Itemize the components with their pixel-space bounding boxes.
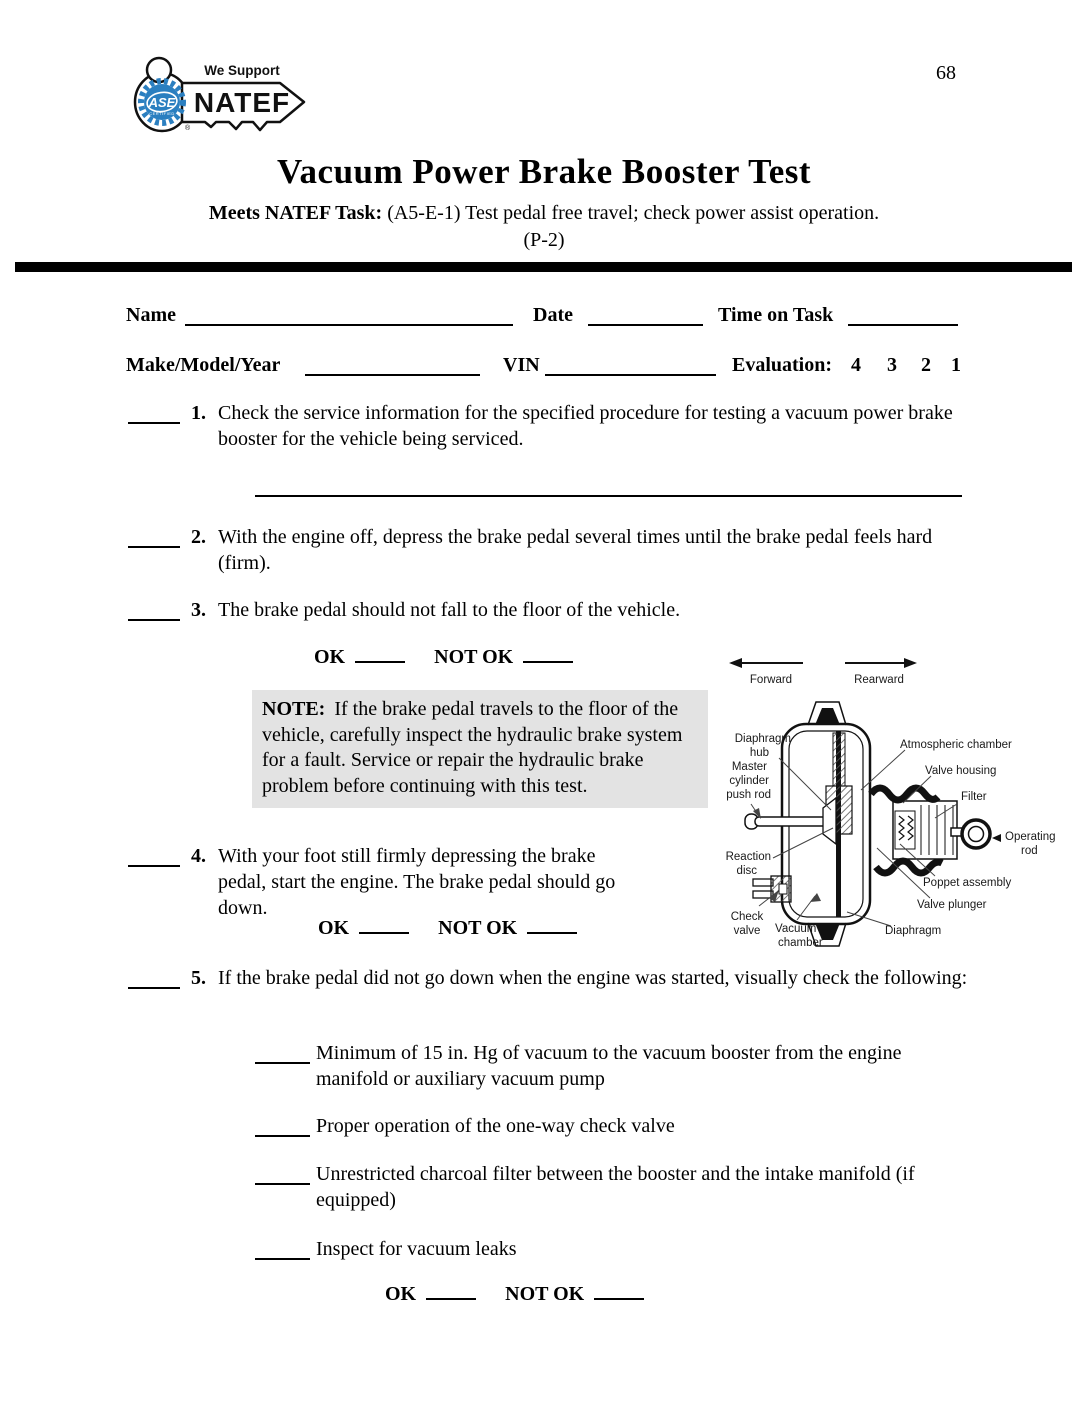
ok-label: OK bbox=[385, 1283, 417, 1305]
substep-1-text: Minimum of 15 in. Hg of vacuum to the vacuum booster from the engine manifold or auxiliary vacuum pump bbox=[316, 1042, 902, 1090]
step-4-ok-row bbox=[318, 916, 577, 940]
reaction-disc-label-line2: disc bbox=[736, 865, 757, 877]
check-valve-label-line1: Check bbox=[730, 911, 764, 923]
certified-text: CERTIFIED bbox=[149, 111, 175, 116]
priority-label: (P-2) bbox=[523, 229, 565, 251]
step-4-text: With your foot still firmly depressing the brake pedal, start the engine. The brake pedal should go down. bbox=[218, 845, 616, 919]
step-2-number: 2. bbox=[191, 526, 206, 548]
header-rule bbox=[15, 262, 1072, 272]
step-5-text: If the brake pedal did not go down when the engine was started, visually check the following: bbox=[218, 967, 968, 989]
not-ok-label: NOT OK bbox=[505, 1283, 585, 1305]
diaphragm-hub-label-line1: Diaphragm bbox=[734, 733, 791, 745]
ok-blank bbox=[355, 645, 405, 663]
step-4-blank bbox=[128, 845, 180, 867]
we-support-text: We Support bbox=[204, 63, 280, 78]
task-label: Meets NATEF Task: bbox=[208, 202, 383, 224]
task-text: (A5-E-1) Test pedal free travel; check power assist operation. bbox=[382, 202, 880, 224]
forward-label: Forward bbox=[749, 674, 793, 686]
note-label: NOTE: bbox=[262, 698, 326, 720]
natef-task-line bbox=[0, 200, 1088, 226]
brake-booster-diagram bbox=[695, 648, 1088, 960]
natef-key-logo-graphic bbox=[128, 54, 312, 140]
step-3-blank bbox=[128, 599, 180, 621]
step-3-ok-row bbox=[314, 645, 573, 669]
natef-logo bbox=[128, 54, 312, 140]
name-label: Name bbox=[126, 304, 176, 326]
vacuum-chamber-label-line1: Vacuum bbox=[775, 923, 817, 935]
poppet-assembly-label: Poppet assembly bbox=[923, 877, 1012, 889]
date-blank bbox=[588, 304, 703, 326]
evaluation-2: 2 bbox=[921, 354, 931, 376]
ase-text: ASE bbox=[148, 95, 176, 110]
step-3-text: The brake pedal should not fall to the floor of the vehicle. bbox=[218, 599, 681, 621]
substep-1-blank bbox=[255, 1042, 310, 1064]
evaluation-label: Evaluation: bbox=[732, 354, 833, 376]
operating-rod-label-line1: Operating bbox=[1005, 831, 1056, 843]
filter-label: Filter bbox=[961, 791, 987, 803]
substep-3-text: Unrestricted charcoal filter between the booster and the intake manifold (if equipped) bbox=[316, 1163, 915, 1211]
check-valve-label-line2: valve bbox=[733, 925, 761, 937]
ok-blank bbox=[359, 916, 409, 934]
not-ok-blank bbox=[594, 1282, 644, 1300]
step-1-text: Check the service information for the specified procedure for testing a vacuum power brake booster for the vehicle being serviced. bbox=[218, 402, 953, 450]
substep-2-blank bbox=[255, 1115, 310, 1137]
substep-3-blank bbox=[255, 1163, 310, 1185]
step-3-number: 3. bbox=[191, 599, 206, 621]
ok-label: OK bbox=[318, 917, 350, 939]
not-ok-blank bbox=[523, 645, 573, 663]
valve-housing-label: Valve housing bbox=[925, 765, 997, 777]
valve-plunger-label: Valve plunger bbox=[917, 899, 987, 911]
note-text: If the brake pedal travels to the floor of the vehicle, carefully inspect the hydraulic brake system for a fault. Service or repair the hydraulic brake problem before continuing with this test. bbox=[262, 698, 683, 797]
step-1-blank bbox=[128, 402, 180, 424]
operating-rod-label-line2: rod bbox=[1021, 845, 1038, 857]
page-title: Vacuum Power Brake Booster Test bbox=[276, 152, 812, 191]
vin-label: VIN bbox=[503, 354, 540, 376]
diaphragm-label: Diaphragm bbox=[885, 925, 942, 937]
ok-blank bbox=[426, 1282, 476, 1300]
substep-4-text: Inspect for vacuum leaks bbox=[316, 1238, 517, 1260]
time-on-task-label: Time on Task bbox=[718, 304, 834, 326]
vin-blank bbox=[545, 354, 716, 376]
step-5-ok-row bbox=[385, 1282, 644, 1306]
step-1-number: 1. bbox=[191, 402, 206, 424]
evaluation-3: 3 bbox=[887, 354, 897, 376]
mc-push-rod-label-line2: cylinder bbox=[729, 775, 769, 787]
time-on-task-blank bbox=[848, 304, 958, 326]
rearward-label: Rearward bbox=[854, 674, 904, 686]
name-blank bbox=[185, 304, 513, 326]
brake-booster-diagram-graphic bbox=[695, 648, 1088, 960]
note-box bbox=[252, 690, 708, 808]
make-model-year-blank bbox=[305, 354, 480, 376]
forward-arrow-icon bbox=[729, 658, 803, 668]
make-model-year-label: Make/Model/Year bbox=[126, 354, 281, 376]
step-2-blank bbox=[128, 526, 180, 548]
evaluation-1: 1 bbox=[951, 354, 961, 376]
atmospheric-chamber-label: Atmospheric chamber bbox=[900, 739, 1012, 751]
substep-2-text: Proper operation of the one-way check valve bbox=[316, 1115, 675, 1137]
step-4-number: 4. bbox=[191, 845, 206, 867]
not-ok-blank bbox=[527, 916, 577, 934]
date-label: Date bbox=[533, 304, 573, 326]
diaphragm-hub-label-line2: hub bbox=[749, 747, 769, 759]
not-ok-label: NOT OK bbox=[438, 917, 518, 939]
not-ok-label: NOT OK bbox=[434, 646, 514, 668]
step-1-answer-line bbox=[255, 495, 962, 497]
registered-mark: ® bbox=[185, 125, 191, 132]
step-5-blank bbox=[128, 967, 180, 989]
page-number: 68 bbox=[936, 62, 956, 84]
substep-4-blank bbox=[255, 1238, 310, 1260]
vacuum-chamber-label-line2: chamber bbox=[778, 937, 823, 949]
natef-text: NATEF bbox=[193, 87, 291, 118]
ok-label: OK bbox=[314, 646, 346, 668]
step-2-text: With the engine off, depress the brake pedal several times until the brake pedal feels hard (firm). bbox=[218, 526, 933, 574]
mc-push-rod-label-line3: push rod bbox=[726, 789, 771, 801]
rearward-arrow-icon bbox=[845, 658, 917, 668]
reaction-disc-label-line1: Reaction bbox=[725, 851, 771, 863]
evaluation-4: 4 bbox=[851, 354, 861, 376]
mc-push-rod-label-line1: Master bbox=[731, 761, 767, 773]
step-5-number: 5. bbox=[191, 967, 206, 989]
